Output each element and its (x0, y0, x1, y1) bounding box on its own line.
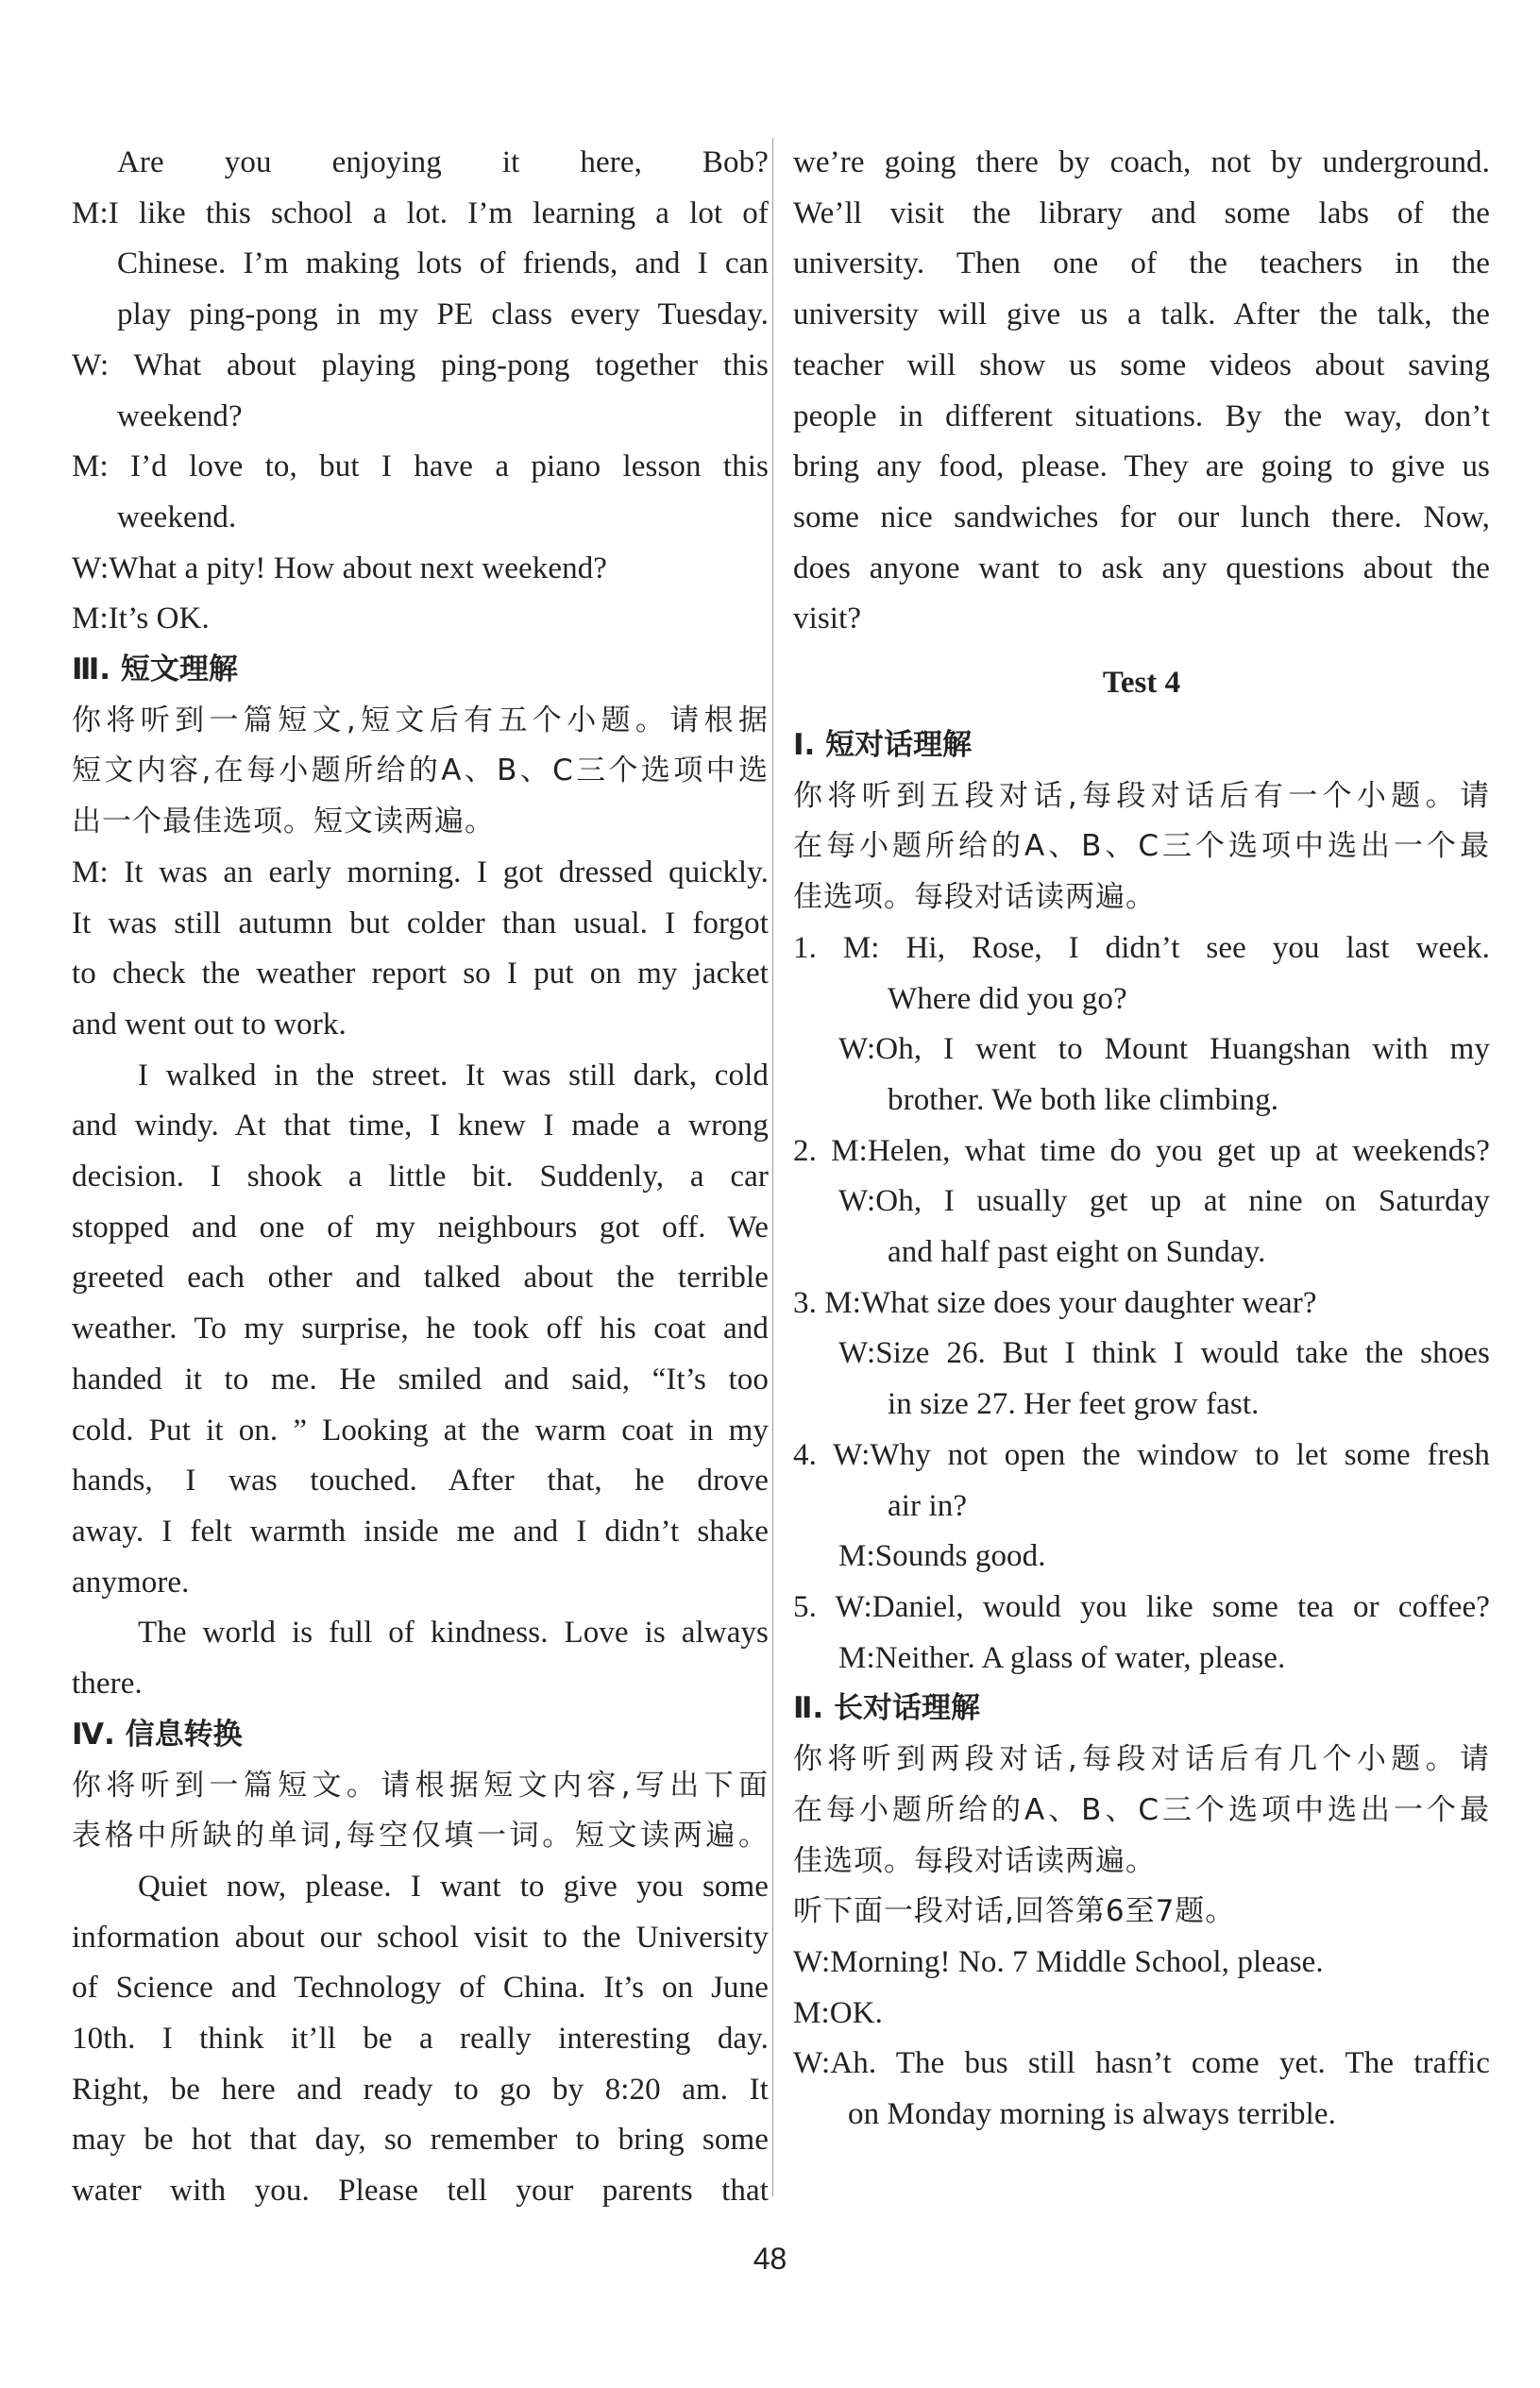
instruction-line: 表格中所缺的单词,每空仅填一词。短文读两遍。 (72, 1819, 769, 1854)
text-line: in size 27. Her feet grow fast. (888, 1387, 1260, 1422)
text-line: M:It’s OK. (72, 601, 210, 636)
text-line: M:Neither. A glass of water, please. (838, 1640, 1286, 1675)
instruction-line: 出一个最佳选项。短文读两遍。 (72, 804, 495, 839)
text-line: W:Oh, I went to Mount Huangshan with my (838, 1032, 1490, 1067)
text-line: W: What about playing ping-pong together this (72, 347, 769, 382)
text-line: weekend? (117, 398, 243, 433)
text-line: and windy. At that time, I knew I made a wrong (72, 1109, 769, 1143)
text-line: people in different situations. By the way, don’t (793, 398, 1490, 433)
text-line: teacher will show us some videos about saving (793, 347, 1490, 382)
instruction-line: 听下面一段对话,回答第6至7题。 (793, 1894, 1236, 1929)
text-line: 2. M:Helen, what time do you get up at weekends? (793, 1133, 1490, 1168)
text-line: handed it to me. He smiled and said, “It’s too (72, 1362, 769, 1397)
text-line: cold. Put it on. ” Looking at the warm coat in my (72, 1413, 769, 1448)
instruction-line: 你将听到一篇短文。请根据短文内容,写出下面 (72, 1768, 769, 1803)
text-line: decision. I shook a little bit. Suddenly, a car (72, 1160, 769, 1194)
text-line: Right, be here and ready to go by 8:20 am. It (72, 2072, 769, 2107)
text-line: M: It was an early morning. I got dressed quickly. (72, 855, 769, 889)
text-line: M:OK. (793, 1995, 883, 2030)
text-line: Are you enjoying it here, Bob? (117, 145, 769, 179)
text-line: to check the weather report so I put on my jacket (72, 957, 769, 991)
instruction-line: 佳选项。每段对话读两遍。 (793, 1843, 1156, 1878)
text-line: M: I’d love to, but I have a piano lesson this (72, 449, 769, 484)
text-line: there. (72, 1667, 143, 1702)
text-line: 4. W:Why not open the window to let some fresh (793, 1437, 1490, 1472)
text-line: 1. M: Hi, Rose, I didn’t see you last week. (793, 930, 1490, 965)
text-line: W:What a pity! How about next weekend? (72, 550, 608, 585)
text-line: and went out to work. (72, 1007, 347, 1042)
text-line: university will give us a talk. After the talk, the (793, 297, 1490, 332)
text-line: weather. To my surprise, he took off his coat and (72, 1312, 769, 1346)
text-line: greeted each other and talked about the terrible (72, 1261, 769, 1296)
text-line: of Science and Technology of China. It’s on June (72, 1971, 769, 2006)
instruction-line: 你将听到一篇短文,短文后有五个小题。请根据 (72, 703, 769, 737)
page-number: 48 (753, 2242, 787, 2276)
text-line: and half past eight on Sunday. (888, 1235, 1266, 1270)
text-line: air in? (888, 1488, 968, 1523)
instruction-line: 你将听到两段对话,每段对话后有几个小题。请 (793, 1742, 1490, 1777)
text-line: Where did you go? (888, 981, 1127, 1016)
text-line: M:I like this school a lot. I’m learning a lot of (72, 195, 769, 230)
text-line: W:Ah. The bus still hasn’t come yet. The traffic (793, 2046, 1490, 2081)
text-line: 3. M:What size does your daughter wear? (793, 1285, 1317, 1320)
text-line: We’ll visit the library and some labs of the (793, 195, 1490, 230)
text-line: 5. W:Daniel, would you like some tea or coffee? (793, 1589, 1490, 1624)
text-line: Chinese. I’m making lots of friends, and I can (117, 246, 769, 281)
text-line: visit? (793, 601, 862, 636)
instruction-line: 在每小题所给的A、B、C三个选项中选出一个最 (793, 1792, 1490, 1827)
column-divider (772, 138, 773, 2196)
text-line: anymore. (72, 1565, 190, 1600)
text-line: bring any food, please. They are going to give us (793, 449, 1490, 484)
text-line: brother. We both like climbing. (888, 1082, 1279, 1117)
text-line: we’re going there by coach, not by underground. (793, 145, 1490, 179)
text-line: water with you. Please tell your parents that (72, 2174, 769, 2209)
text-line: some nice sandwiches for our lunch there. Now, (793, 500, 1490, 534)
text-line: Quiet now, please. I want to give you some (138, 1869, 769, 1904)
text-line: away. I felt warmth inside me and I didn’t shake (72, 1514, 769, 1549)
test-title: Test 4 (1102, 666, 1181, 701)
text-line: stopped and one of my neighbours got off. We (72, 1210, 769, 1245)
text-line: W:Morning! No. 7 Middle School, please. (793, 1944, 1324, 1979)
text-line: weekend. (117, 500, 237, 534)
section-heading: Ⅲ. 短文理解 (72, 652, 238, 687)
instruction-line: 短文内容,在每小题所给的A、B、C三个选项中选 (72, 754, 769, 788)
text-line: play ping-pong in my PE class every Tuesday. (117, 297, 769, 332)
text-line: hands, I was touched. After that, he drove (72, 1464, 769, 1499)
text-line: does anyone want to ask any questions about the (793, 550, 1490, 585)
text-line: 10th. I think it’ll be a really interesting day. (72, 2022, 769, 2057)
text-line: The world is full of kindness. Love is always (138, 1616, 769, 1651)
section-heading: Ⅳ. 信息转换 (72, 1717, 243, 1752)
text-line: W:Size 26. But I think I would take the shoes (838, 1336, 1490, 1371)
instruction-line: 佳选项。每段对话读两遍。 (793, 880, 1156, 915)
instruction-line: 在每小题所给的A、B、C三个选项中选出一个最 (793, 829, 1490, 864)
text-line: It was still autumn but colder than usual. I forgot (72, 906, 769, 940)
text-line: M:Sounds good. (838, 1539, 1046, 1574)
right-column (793, 138, 1490, 2141)
left-column (72, 138, 769, 2217)
section-heading: Ⅰ. 短对话理解 (793, 728, 973, 763)
text-line: may be hot that day, so remember to bring some (72, 2123, 769, 2158)
section-heading: Ⅱ. 长对话理解 (793, 1691, 980, 1726)
text-line: information about our school visit to the University (72, 1920, 769, 1955)
instruction-line: 你将听到五段对话,每段对话后有一个小题。请 (793, 778, 1490, 813)
text-line: university. Then one of the teachers in the (793, 246, 1490, 281)
text-line: W:Oh, I usually get up at nine on Saturday (838, 1184, 1490, 1219)
text-line: I walked in the street. It was still dark, cold (138, 1058, 769, 1092)
text-line: on Monday morning is always terrible. (848, 2097, 1336, 2132)
